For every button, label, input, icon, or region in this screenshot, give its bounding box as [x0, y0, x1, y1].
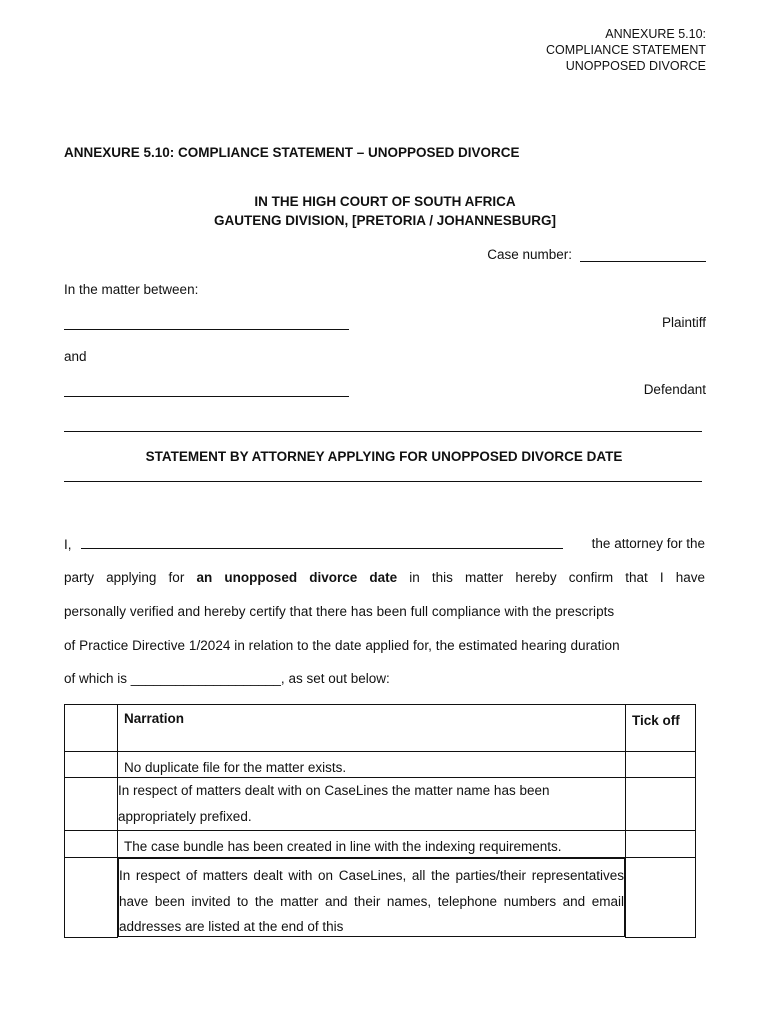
table-row	[65, 831, 696, 858]
body-l2-a: party applying for	[64, 570, 185, 585]
narration-cell: In respect of matters dealt with on CaseLines the matter name has been appropriately prefixed.	[118, 778, 626, 831]
body-line-5: of which is ____________________, as set out below:	[64, 671, 390, 686]
case-number-label: Case number:	[487, 247, 572, 262]
court-line-2: GAUTENG DIVISION, [PRETORIA / JOHANNESBURG]	[213, 213, 557, 228]
tick-cell[interactable]	[626, 778, 696, 831]
table-header-row	[65, 705, 696, 752]
table-row	[65, 858, 696, 938]
body-l2-b: in this matter hereby confirm that I have	[409, 570, 705, 585]
table-row	[65, 778, 696, 831]
body-l2-bold: an unopposed divorce date	[196, 570, 398, 585]
case-number	[487, 247, 706, 262]
divider-bottom	[64, 481, 702, 482]
header-line-1: ANNEXURE 5.10:	[605, 27, 706, 41]
body-line-4: of Practice Directive 1/2024 in relation to the date applied for, the estimated hearing duration	[64, 638, 620, 653]
defendant-label: Defendant	[643, 382, 706, 397]
tick-cell[interactable]	[626, 831, 696, 858]
narration-header: Narration	[118, 705, 626, 752]
annexure-title: ANNEXURE 5.10: COMPLIANCE STATEMENT – UNOPPOSED DIVORCE	[64, 145, 520, 160]
divider-top	[64, 431, 702, 432]
attorney-name-field[interactable]	[81, 536, 563, 549]
table-number-cell	[65, 831, 118, 858]
matter-between: In the matter between:	[64, 282, 199, 297]
and-label: and	[64, 349, 87, 364]
narration-cell: No duplicate file for the matter exists.	[118, 752, 626, 778]
body-attorney-for: the attorney for the	[591, 536, 705, 551]
court-line-1: IN THE HIGH COURT OF SOUTH AFRICA	[254, 194, 516, 209]
tick-header	[626, 705, 696, 752]
body-line-3: personally verified and hereby certify that there has been full compliance with the prescripts	[64, 604, 615, 619]
body-i: I,	[64, 537, 72, 552]
table-number-cell	[65, 778, 118, 831]
table-number-cell	[65, 858, 118, 938]
body-line-1	[64, 536, 705, 552]
narration-cell: In respect of matters dealt with on CaseLines, all the parties/their representatives have been invited to the matter and their names, telephone numbers and email addresses are listed at the end of this	[118, 858, 625, 937]
tick-cell[interactable]	[626, 752, 696, 778]
case-number-field[interactable]	[580, 247, 706, 262]
tick-cell[interactable]	[626, 858, 696, 938]
header-line-3: UNOPPOSED DIVORCE	[565, 59, 706, 73]
tick-header-label: Tick off	[632, 713, 680, 728]
plaintiff-label: Plaintiff	[661, 315, 706, 330]
statement-heading: STATEMENT BY ATTORNEY APPLYING FOR UNOPPOSED DIVORCE DATE	[145, 449, 623, 464]
defendant-line[interactable]	[64, 396, 349, 397]
narration-cell: The case bundle has been created in line with the indexing requirements.	[118, 831, 626, 858]
table-row	[65, 752, 696, 778]
table-number-cell	[65, 705, 118, 752]
plaintiff-line[interactable]	[64, 329, 349, 330]
narration-table	[64, 704, 696, 938]
body-line-2	[64, 570, 705, 585]
page-header	[546, 26, 706, 74]
table-number-cell	[65, 752, 118, 778]
header-line-2: COMPLIANCE STATEMENT	[546, 43, 706, 57]
